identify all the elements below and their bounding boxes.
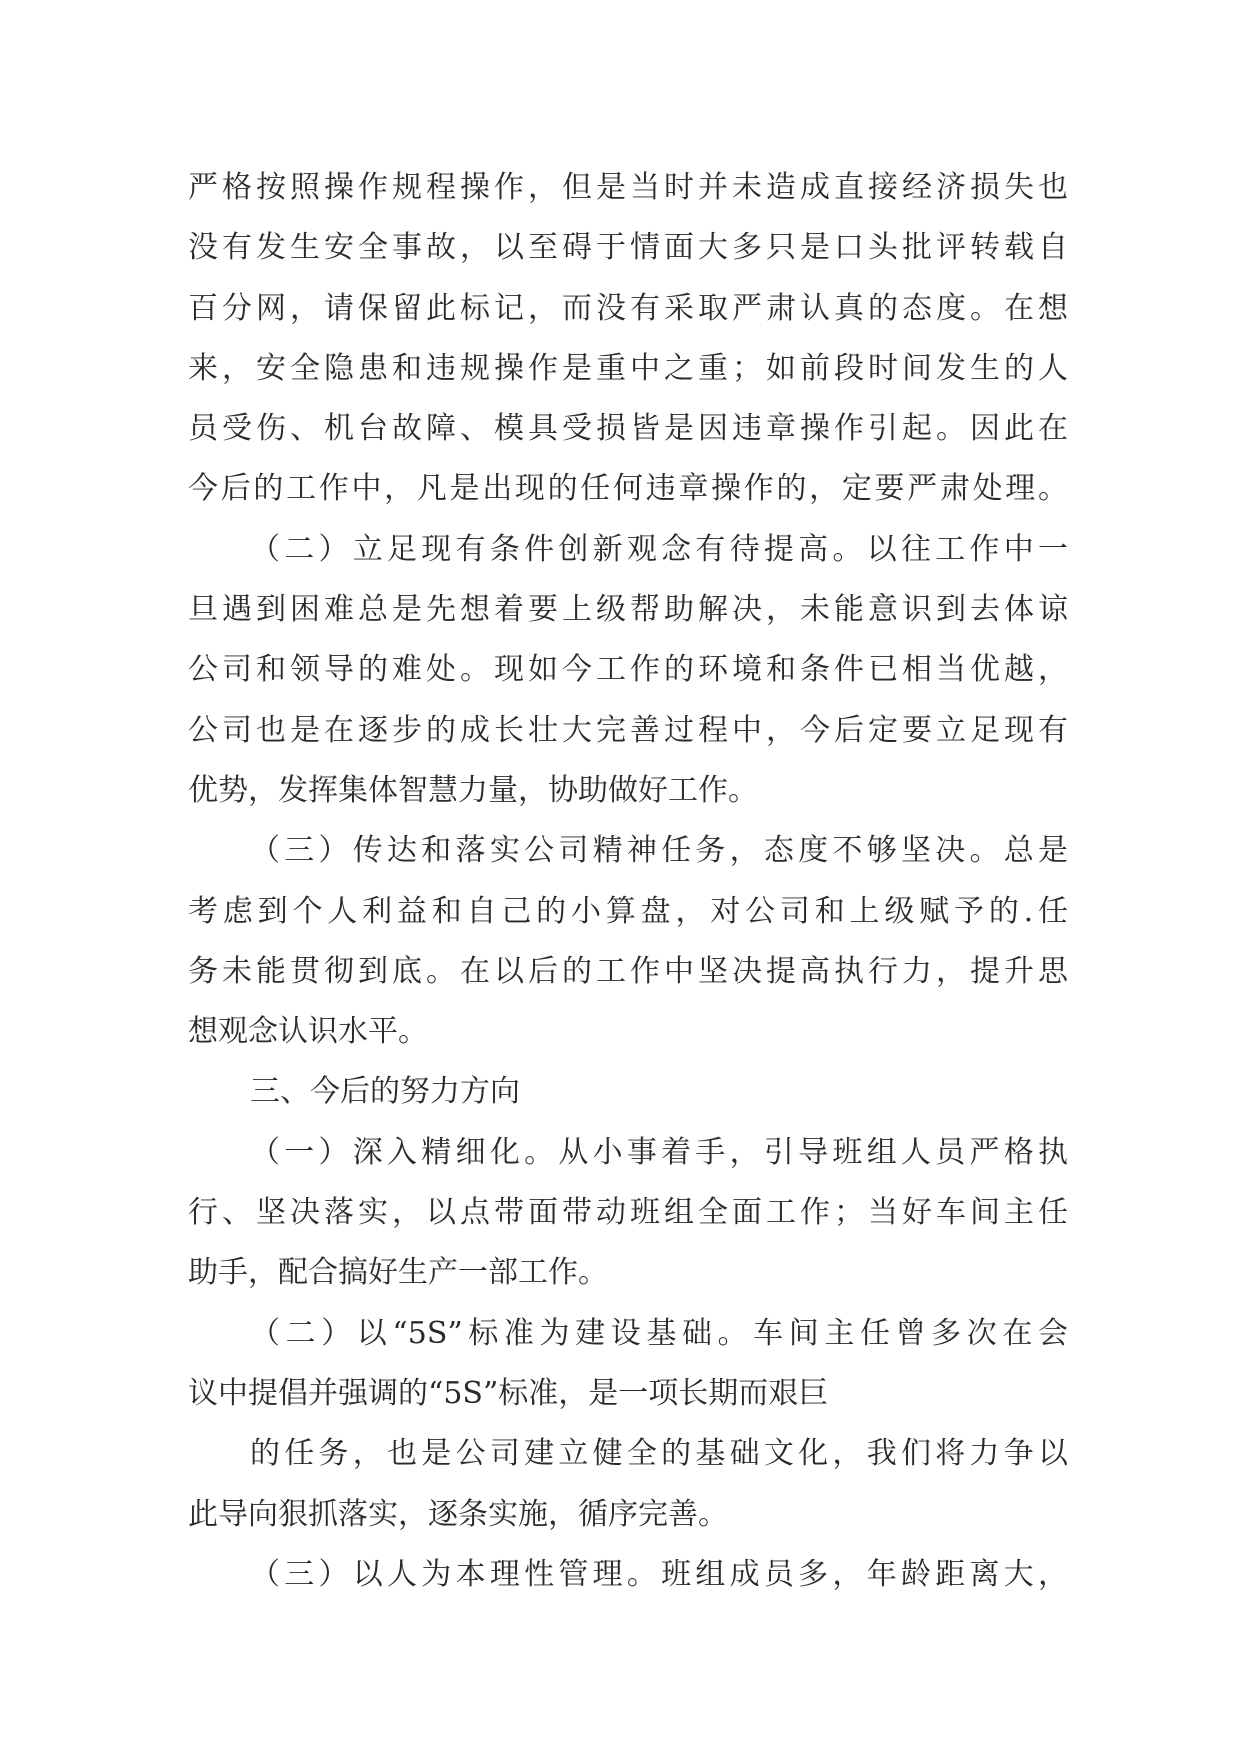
text-line: 没有发生安全事故，以至碍于情面大多只是口头批评转载自 [188,230,1068,266]
text-line: （三）传达和落实公司精神任务，态度不够坚决。总是 [250,833,1068,869]
text-line: 想观念认识水平。 [188,1014,428,1050]
text-line: （一）深入精细化。从小事着手，引导班组人员严格执 [250,1134,1068,1170]
text-line: （二）以“5S”标准为建设基础。车间主任曾多次在会 [250,1315,1068,1351]
text-line: 公司和领导的难处。现如今工作的环境和条件已相当优越， [188,652,1068,688]
body-text [188,158,1068,1605]
text-line: 公司也是在逐步的成长壮大完善过程中，今后定要立足现有 [188,712,1068,748]
text-line: 来，安全隐患和违规操作是重中之重；如前段时间发生的人 [188,350,1068,386]
text-line: 优势，发挥集体智慧力量，协助做好工作。 [188,772,758,808]
text-line: 行、坚决落实，以点带面带动班组全面工作；当好车间主任 [188,1195,1068,1231]
text-line: 员受伤、机台故障、模具受损皆是因违章操作引起。因此在 [188,411,1068,447]
section-heading: 三、今后的努力方向 [250,1074,520,1110]
text-line: 的任务，也是公司建立健全的基础文化，我们将力争以 [250,1436,1068,1472]
text-line: 助手，配合搞好生产一部工作。 [188,1255,608,1291]
text-line: 考虑到个人利益和自己的小算盘，对公司和上级赋予的.任 [188,893,1068,929]
text-line: 旦遇到困难总是先想着要上级帮助解决，未能意识到去体谅 [188,592,1068,628]
text-line: 议中提倡并强调的“5S”标准，是一项长期而艰巨 [188,1375,829,1411]
text-line: 严格按照操作规程操作，但是当时并未造成直接经济损失也 [188,170,1068,205]
text-line: 务未能贯彻到底。在以后的工作中坚决提高执行力，提升思 [188,953,1068,989]
text-line: 此导向狠抓落实，逐条实施，循序完善。 [188,1496,728,1532]
text-line: 百分网，请保留此标记，而没有采取严肃认真的态度。在想 [188,290,1068,326]
text-line: （二）立足现有条件创新观念有待提高。以往工作中一 [250,531,1068,567]
text-line: 今后的工作中，凡是出现的任何违章操作的，定要严肃处理。 [188,471,1068,507]
text-line: （三）以人为本理性管理。班组成员多，年龄距离大， [250,1556,1068,1592]
